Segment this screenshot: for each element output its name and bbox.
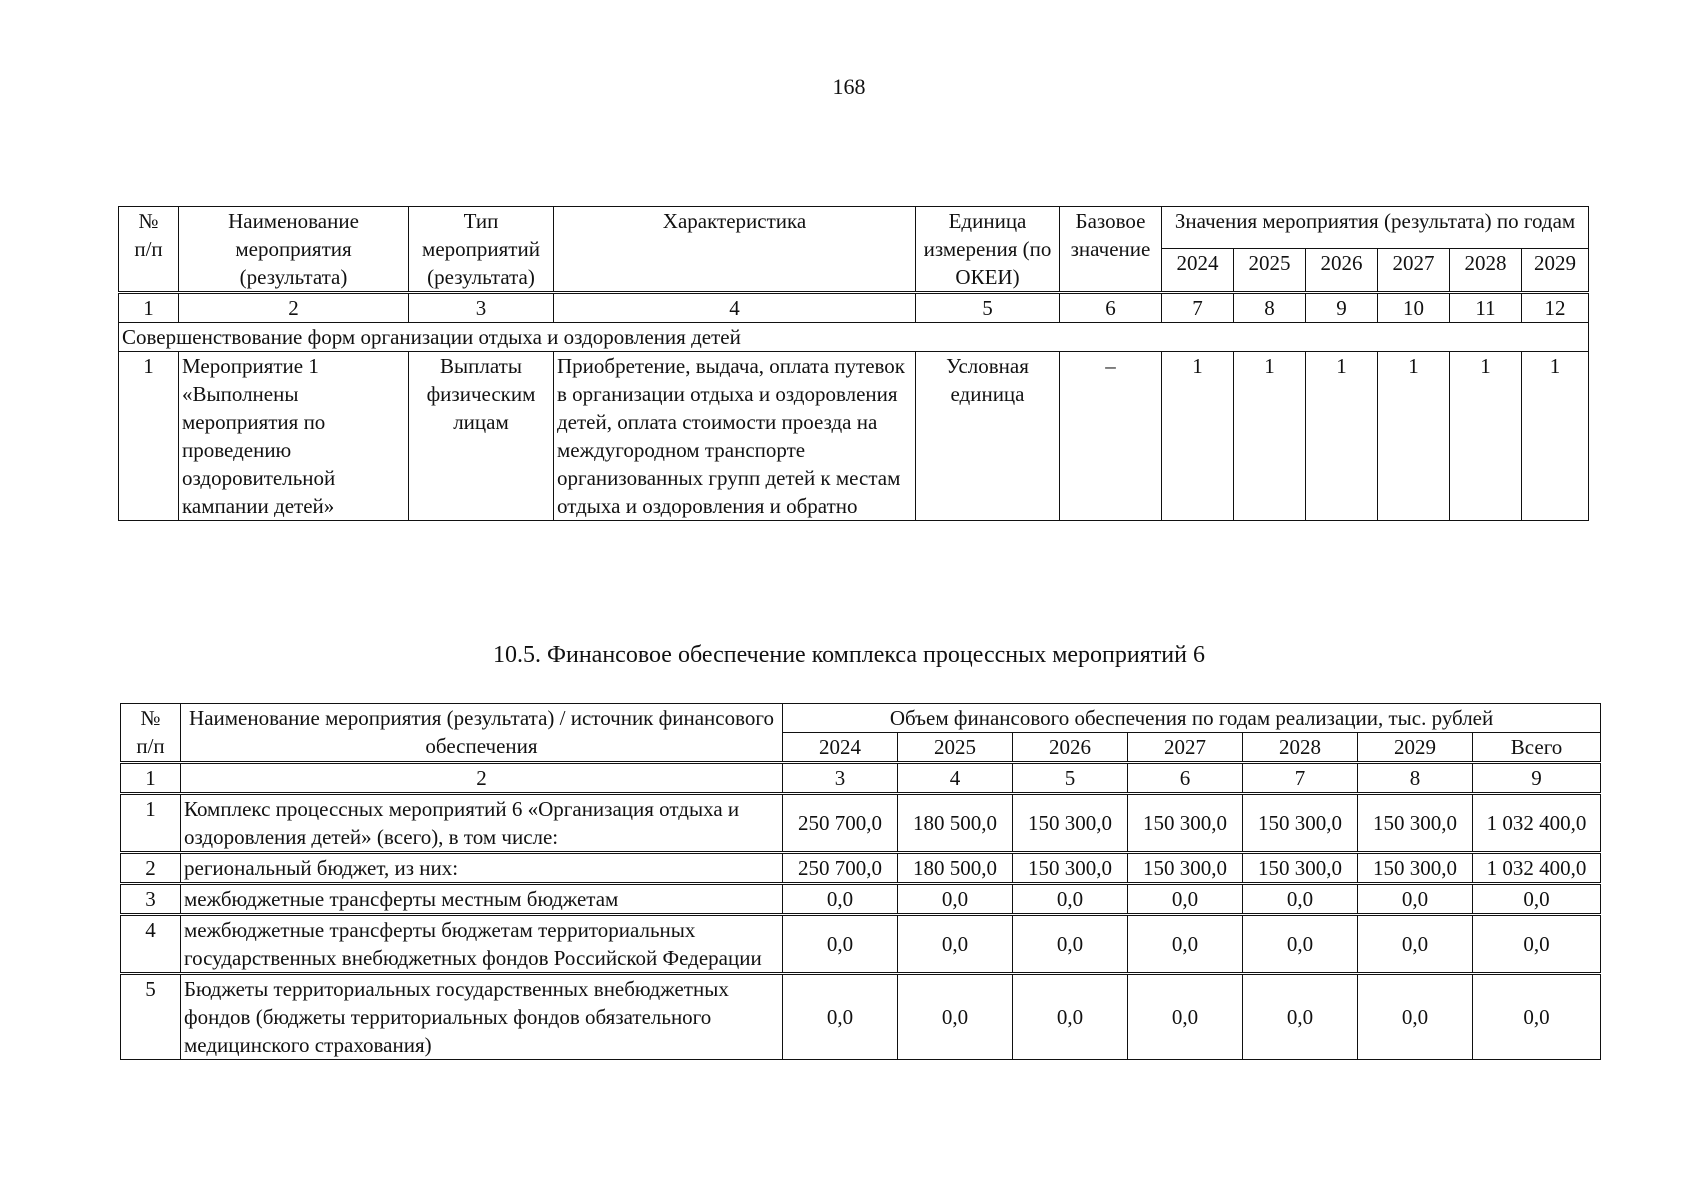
row-value: 0,0 [1358, 915, 1473, 974]
row-value: 0,0 [1358, 884, 1473, 915]
header-base: Базовое значение [1060, 207, 1162, 293]
column-number: 12 [1522, 293, 1589, 323]
header-year: 2029 [1522, 249, 1589, 293]
column-number: 7 [1243, 763, 1358, 794]
section-title: Совершенствование форм организации отдыха и оздоровления детей [119, 323, 1589, 352]
row-num: 1 [121, 794, 181, 853]
row-value: 0,0 [1128, 974, 1243, 1060]
column-number: 11 [1450, 293, 1522, 323]
row-name: региональный бюджет, из них: [181, 853, 783, 884]
row-value: 150 300,0 [1013, 853, 1128, 884]
row-value: 150 300,0 [1358, 853, 1473, 884]
column-number: 3 [409, 293, 554, 323]
row-value: 250 700,0 [783, 853, 898, 884]
row-num: 4 [121, 915, 181, 974]
header-unit: Единица измерения (по ОКЕИ) [916, 207, 1060, 293]
row-value: 0,0 [898, 915, 1013, 974]
row-value: 0,0 [1243, 884, 1358, 915]
header-year: 2027 [1378, 249, 1450, 293]
row-value: 150 300,0 [1358, 794, 1473, 853]
header-year: 2029 [1358, 733, 1473, 763]
column-number: 1 [121, 763, 181, 794]
column-number: 6 [1128, 763, 1243, 794]
row-value: 0,0 [1013, 884, 1128, 915]
column-number: 9 [1306, 293, 1378, 323]
header-year: 2025 [1234, 249, 1306, 293]
header-row [121, 704, 1601, 733]
row-value: 0,0 [1243, 974, 1358, 1060]
row-value: 0,0 [1243, 915, 1358, 974]
header-year: 2024 [783, 733, 898, 763]
header-name: Наименование мероприятия (результата) / источник финансового обеспечения [181, 704, 783, 763]
header-year: 2028 [1243, 733, 1358, 763]
column-number: 5 [916, 293, 1060, 323]
row-value: 0,0 [1013, 915, 1128, 974]
row-value: 150 300,0 [1128, 853, 1243, 884]
row-num: 3 [121, 884, 181, 915]
column-number: 9 [1473, 763, 1601, 794]
row-value: 0,0 [1358, 974, 1473, 1060]
column-numbers-row [119, 293, 1589, 323]
row-value: 250 700,0 [783, 794, 898, 853]
row-value: 0,0 [1128, 915, 1243, 974]
header-year: 2025 [898, 733, 1013, 763]
column-number: 8 [1358, 763, 1473, 794]
column-number: 2 [179, 293, 409, 323]
row-unit: Условная единица [916, 352, 1060, 521]
row-name: Бюджеты территориальных государственных внебюджетных фондов (бюджеты территориальных фондов обязательного медицинского страхования) [181, 974, 783, 1060]
header-name: Наименование мероприятия (результата) [179, 207, 409, 293]
column-number: 7 [1162, 293, 1234, 323]
header-row [119, 207, 1589, 249]
row-value: 1 [1378, 352, 1450, 521]
row-value: 1 [1234, 352, 1306, 521]
row-value: 180 500,0 [898, 794, 1013, 853]
row-value: 1 [1162, 352, 1234, 521]
column-number: 8 [1234, 293, 1306, 323]
row-value: 150 300,0 [1013, 794, 1128, 853]
row-total: 1 032 400,0 [1473, 794, 1601, 853]
row-total: 0,0 [1473, 974, 1601, 1060]
header-year: 2028 [1450, 249, 1522, 293]
row-value: 150 300,0 [1243, 853, 1358, 884]
table-row [119, 352, 1589, 521]
column-number: 2 [181, 763, 783, 794]
row-name: межбюджетные трансферты бюджетам территориальных государственных внебюджетных фондов Российской Федерации [181, 915, 783, 974]
page-number: 168 [832, 74, 866, 99]
row-value: 1 [1306, 352, 1378, 521]
column-number: 6 [1060, 293, 1162, 323]
row-num: 1 [119, 352, 179, 521]
header-num: № п/п [121, 704, 181, 763]
table-row [121, 974, 1601, 1060]
row-value: 0,0 [783, 974, 898, 1060]
column-number: 3 [783, 763, 898, 794]
section-heading: 10.5. Финансовое обеспечение комплекса процессных мероприятий 6 [493, 642, 1205, 668]
row-total: 1 032 400,0 [1473, 853, 1601, 884]
row-characteristic: Приобретение, выдача, оплата путевок в организации отдыха и оздоровления детей, оплата стоимости проезда на междугородном транспорте организованных групп детей к местам отдыха и оздоровления и обратно [554, 352, 916, 521]
row-value: 0,0 [783, 915, 898, 974]
column-number: 10 [1378, 293, 1450, 323]
header-year: 2026 [1306, 249, 1378, 293]
section-row [119, 323, 1589, 352]
header-year: 2026 [1013, 733, 1128, 763]
header-year: 2024 [1162, 249, 1234, 293]
row-value: 1 [1522, 352, 1589, 521]
row-total: 0,0 [1473, 884, 1601, 915]
row-value: 180 500,0 [898, 853, 1013, 884]
column-numbers-row [121, 763, 1601, 794]
header-total: Всего [1473, 733, 1601, 763]
row-value: 0,0 [783, 884, 898, 915]
row-value: 0,0 [1128, 884, 1243, 915]
results-table [118, 206, 1589, 521]
table-row [121, 794, 1601, 853]
row-name: межбюджетные трансферты местным бюджетам [181, 884, 783, 915]
header-type: Тип мероприятий (результата) [409, 207, 554, 293]
row-base: – [1060, 352, 1162, 521]
row-value: 0,0 [1013, 974, 1128, 1060]
row-name: Комплекс процессных мероприятий 6 «Организация отдыха и оздоровления детей» (всего), в том числе: [181, 794, 783, 853]
header-num: № п/п [119, 207, 179, 293]
row-value: 1 [1450, 352, 1522, 521]
column-number: 1 [119, 293, 179, 323]
column-number: 4 [554, 293, 916, 323]
financing-table [120, 703, 1601, 1060]
header-values-group: Значения мероприятия (результата) по годам [1162, 207, 1589, 249]
row-value: 0,0 [898, 884, 1013, 915]
row-type: Выплаты физическим лицам [409, 352, 554, 521]
column-number: 4 [898, 763, 1013, 794]
row-num: 5 [121, 974, 181, 1060]
header-characteristic: Характеристика [554, 207, 916, 293]
row-value: 150 300,0 [1128, 794, 1243, 853]
table-row [121, 915, 1601, 974]
table-row [121, 884, 1601, 915]
row-total: 0,0 [1473, 915, 1601, 974]
row-value: 0,0 [898, 974, 1013, 1060]
row-name: Мероприятие 1 «Выполнены мероприятия по проведению оздоровительной кампании детей» [179, 352, 409, 521]
header-volume-group: Объем финансового обеспечения по годам реализации, тыс. рублей [783, 704, 1601, 733]
row-value: 150 300,0 [1243, 794, 1358, 853]
header-year: 2027 [1128, 733, 1243, 763]
table-row [121, 853, 1601, 884]
row-num: 2 [121, 853, 181, 884]
column-number: 5 [1013, 763, 1128, 794]
